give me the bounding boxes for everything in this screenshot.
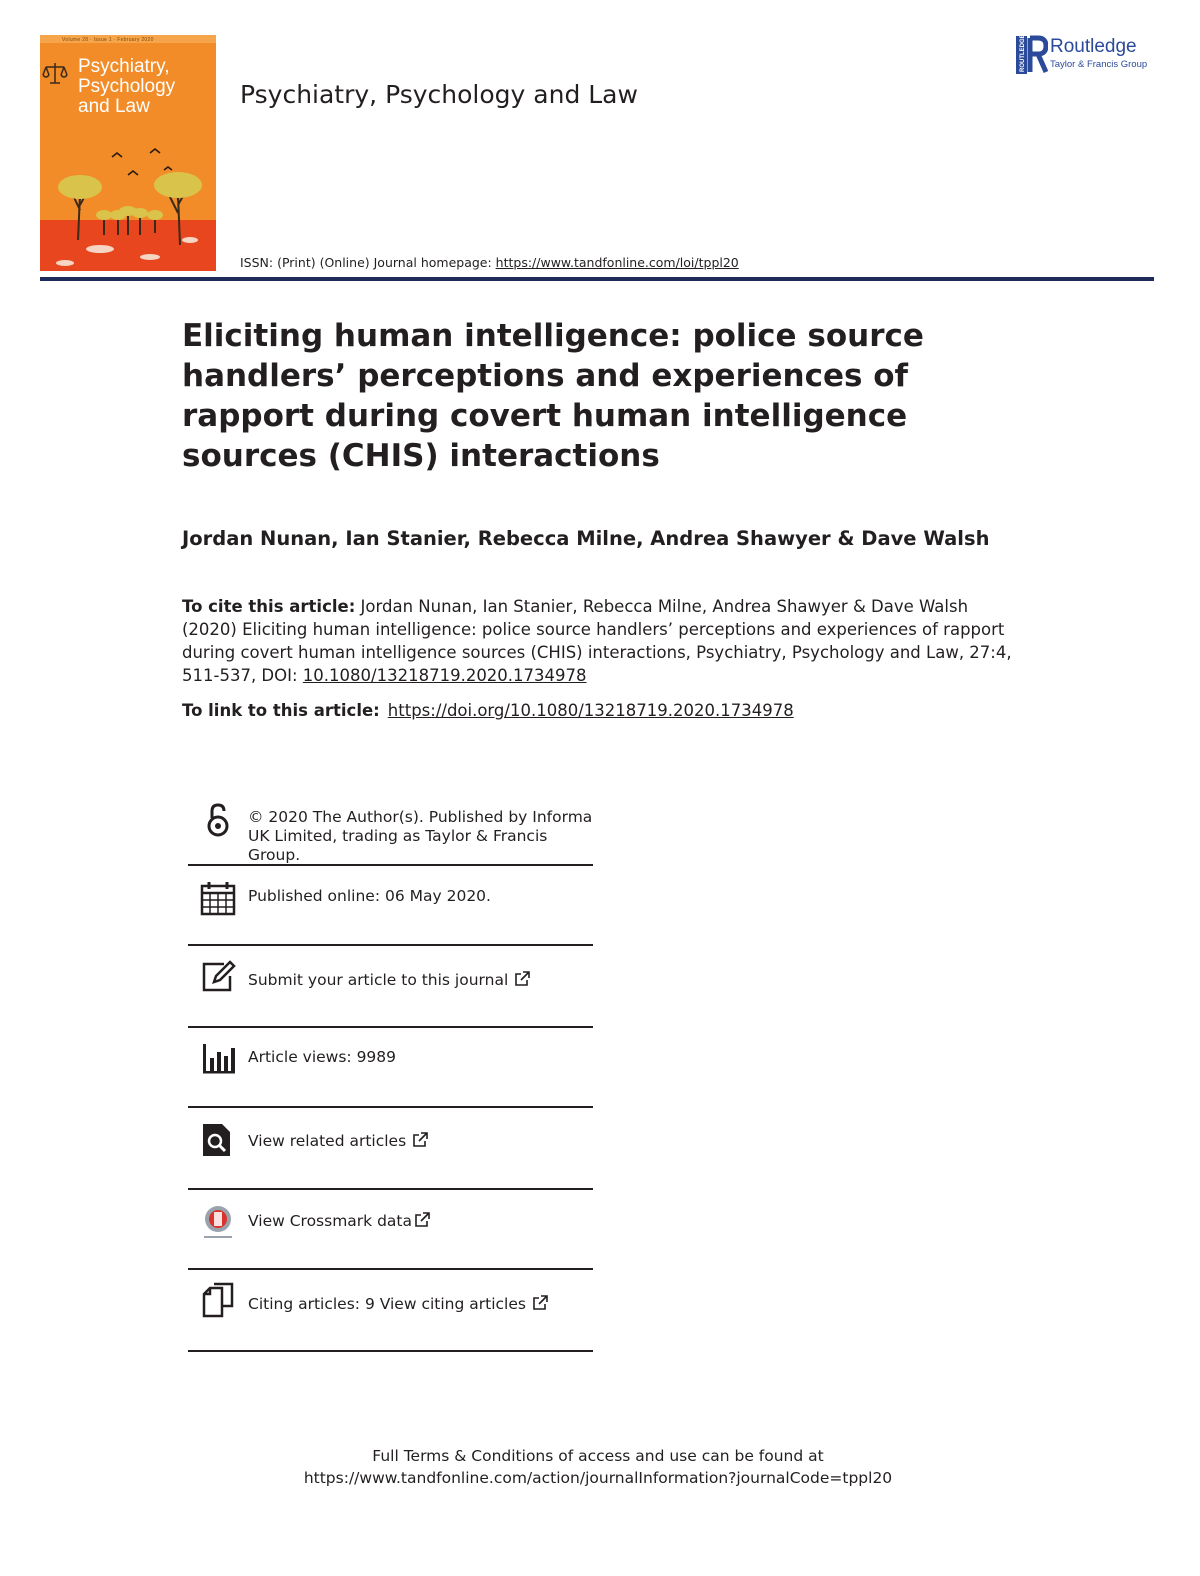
- citation-block: [182, 595, 1012, 687]
- edit-icon: [200, 958, 236, 994]
- header-rule: [40, 277, 1154, 281]
- cover-title: [78, 57, 214, 117]
- cover-title-line: and Law: [78, 96, 150, 117]
- terms-footer: [0, 1445, 1196, 1489]
- related-articles-row[interactable]: [188, 1108, 593, 1188]
- copyright-text: © 2020 The Author(s). Published by Informa UK Limited, trading as Taylor & Francis Group.: [248, 808, 593, 864]
- citing-articles-link[interactable]: [248, 1295, 598, 1314]
- search-document-icon: [200, 1122, 236, 1158]
- publisher-name: Routledge: [1050, 36, 1137, 57]
- copyright-row: [188, 800, 593, 864]
- terms-footer-line: Full Terms & Conditions of access and use can be found at: [372, 1447, 824, 1465]
- article-views-row: [188, 1028, 593, 1106]
- published-date-text: Published online: 06 May 2020.: [248, 887, 491, 905]
- submit-article-link[interactable]: [248, 971, 598, 990]
- submit-article-row[interactable]: [188, 946, 593, 1026]
- external-link-icon: [514, 971, 530, 987]
- publisher-logo: [1016, 34, 1166, 76]
- cover-issue-line: Volume 28 · Issue 1 · February 2020: [62, 37, 154, 43]
- crossmark-row[interactable]: [188, 1190, 593, 1268]
- routledge-logo-icon: [1016, 34, 1048, 76]
- bar-chart-icon: [200, 1040, 236, 1076]
- issn-text: ISSN: (Print) (Online) Journal homepage:: [240, 255, 496, 270]
- related-articles-link[interactable]: [248, 1132, 598, 1151]
- doi-link[interactable]: 10.1080/13218719.2020.1734978: [302, 666, 587, 685]
- related-articles-label: View related articles: [248, 1132, 407, 1150]
- row-divider: [188, 1350, 593, 1352]
- external-link-icon: [414, 1212, 430, 1228]
- crossmark-label: View Crossmark data: [248, 1212, 412, 1230]
- article-views-text: Article views: 9989: [248, 1048, 397, 1066]
- terms-footer-url[interactable]: https://www.tandfonline.com/action/journalInformation?journalCode=tppl20: [303, 1469, 893, 1487]
- issn-line: [240, 255, 739, 270]
- published-row: [188, 866, 593, 944]
- copy-documents-icon: [200, 1282, 236, 1318]
- article-authors: Jordan Nunan, Ian Stanier, Rebecca Milne, Andrea Shawyer & Dave Walsh: [182, 527, 990, 550]
- calendar-icon: [200, 880, 236, 916]
- submit-article-label: Submit your article to this journal: [248, 971, 509, 989]
- link-label: To link to this article:: [182, 701, 380, 720]
- publisher-logo-side-text: ROUTLEDGE: [1020, 34, 1026, 72]
- external-link-icon: [532, 1295, 548, 1311]
- citing-articles-row[interactable]: [188, 1270, 593, 1350]
- open-access-icon: [200, 802, 236, 838]
- article-title: Eliciting human intelligence: police source handlers’ perceptions and experiences of rapport during covert human intelligence sources (CHIS) interactions: [182, 318, 924, 474]
- publisher-subtitle: Taylor & Francis Group: [1050, 59, 1148, 70]
- article-doi-url-link[interactable]: https://doi.org/10.1080/13218719.2020.1734978: [387, 701, 794, 720]
- external-link-icon: [412, 1132, 428, 1148]
- crossmark-link[interactable]: [248, 1212, 598, 1231]
- cover-title-line: Psychiatry,: [78, 56, 170, 77]
- citing-articles-label: Citing articles: 9 View citing articles: [248, 1295, 526, 1313]
- crossmark-icon: [200, 1204, 236, 1240]
- cover-title-line: Psychology: [78, 76, 176, 97]
- citation-label: To cite this article:: [182, 597, 356, 616]
- citation-text: Jordan Nunan, Ian Stanier, Rebecca Milne, Andrea Shawyer & Dave Walsh (2020) Eliciting human intelligence: police source handlers’ perceptions and experiences of rapport during covert human intelligence sources (CHIS) interactions, Psychiatry, Psychology and Law, 27:4, 511-537, DOI:: [182, 597, 1012, 685]
- journal-homepage-link[interactable]: https://www.tandfonline.com/loi/tppl20: [495, 255, 739, 270]
- journal-name: Psychiatry, Psychology and Law: [240, 80, 638, 109]
- journal-cover-image: [40, 35, 216, 271]
- article-link-block: [182, 701, 794, 720]
